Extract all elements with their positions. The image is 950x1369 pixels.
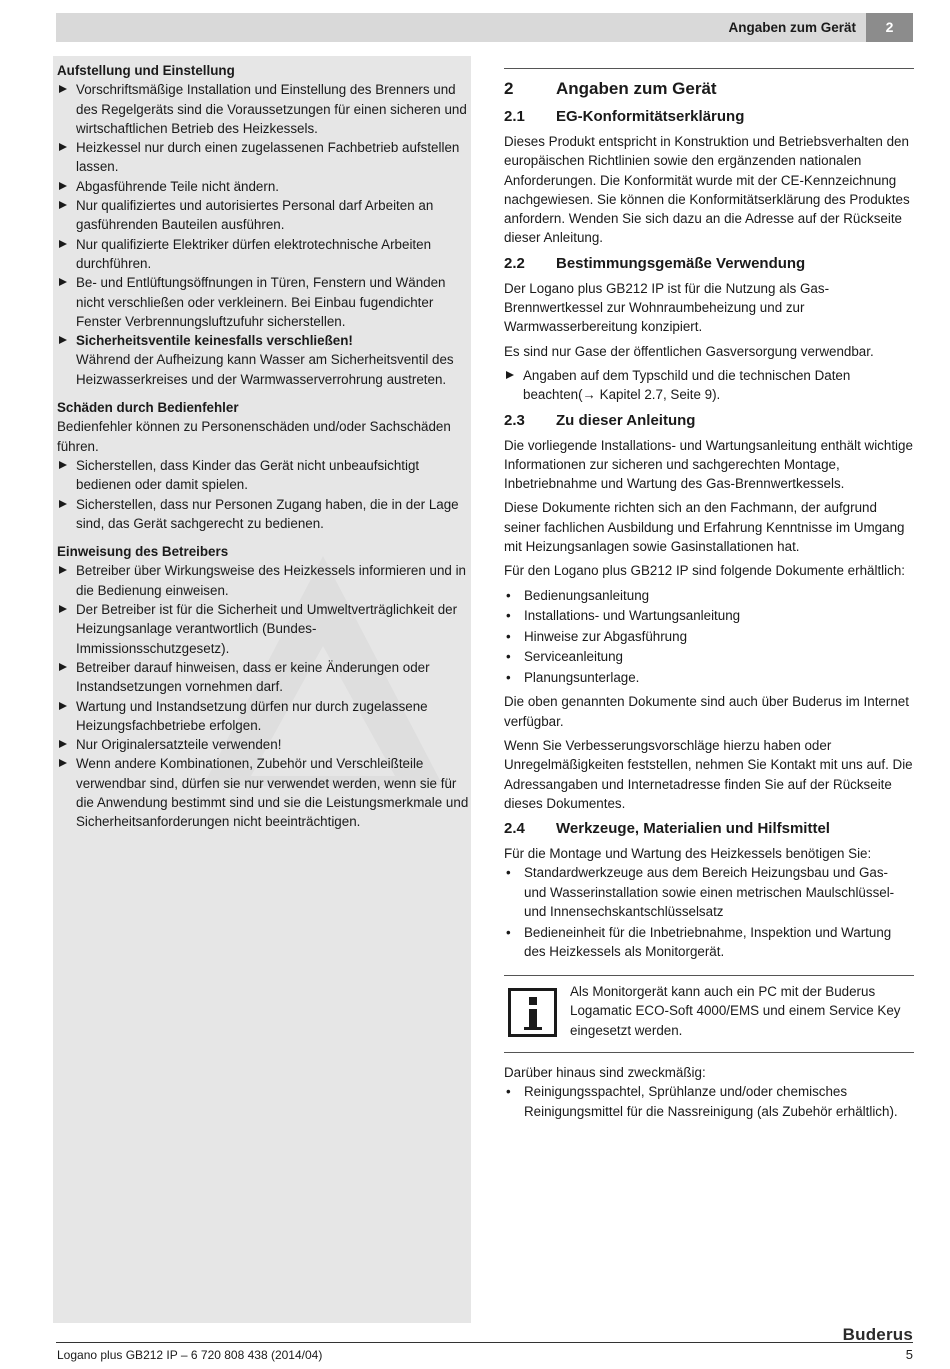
chapter-heading: 2 Angaben zum Gerät — [504, 79, 717, 98]
list-item: Nur qualifiziertes und autorisiertes Personal darf Arbeiten an gasführenden Bauteilen ausführen. — [57, 196, 469, 235]
divider — [504, 68, 914, 69]
list-item: Nur Originalersatzteile verwenden! — [57, 735, 469, 754]
list-item: Wartung und Instandsetzung dürfen nur durch zugelassene Heizungsfachbetriebe erfolgen. — [57, 697, 469, 736]
paragraph: Für die Montage und Wartung des Heizkessels benötigen Sie: — [504, 846, 872, 862]
list-item: • Standardwerkzeuge aus dem Bereich Heizungsbau und Gas- und Wasserinstallation sowie einen metrischen Maulschlüssel- und Innensechskantschlüsselsatz — [506, 865, 895, 919]
paragraph: Dieses Produkt entspricht in Konstruktion und Betriebsverhalten den europäischen Richtlinien sowie den ergänzenden nationalen Anforderungen. Die Konformität wurde mit der CE-Kennzeichnung nachgewiesen. Sie können die Konformitätserklärung des Produktes anfordern. Wenden Sie sich dazu an die Adresse auf der Rückseite dieser Anleitung. — [504, 134, 910, 246]
triangle-right-icon — [59, 461, 67, 469]
triangle-right-icon — [59, 759, 67, 767]
list-item: Wenn andere Kombinationen, Zubehör und Verschleißteile verwendbar sind, dürfen sie nur verwendet werden, wenn sie für die Anwendung bestimmt sind und sie die Leistungsmerkmale und Sicherheitsanforderungen nicht beeinträchtigen. — [57, 754, 469, 831]
list-item: Sicherheitsventile keinesfalls verschließen! Während der Aufheizung kann Wasser am Sicherheitsventil des Heizwasserkreises und der Warmwasserverrohrung austreten. — [57, 331, 469, 389]
list-item: Sicherstellen, dass Kinder das Gerät nicht unbeaufsichtigt bedienen oder damit spielen. — [57, 456, 469, 495]
page-header — [56, 13, 913, 42]
document-list — [504, 586, 914, 688]
section-heading: Einweisung des Betreibers — [57, 544, 229, 560]
section-heading: Aufstellung und Einstellung — [57, 63, 235, 78]
triangle-right-icon — [59, 336, 67, 344]
paragraph: Darüber hinaus sind zweckmäßig: — [504, 1065, 706, 1081]
instruction-list — [57, 456, 469, 533]
list-item: Angaben auf dem Typschild und die technischen Daten beachten(→ Kapitel 2.7, Seite 9). — [504, 366, 914, 405]
triangle-right-icon — [59, 605, 67, 613]
triangle-right-icon — [59, 143, 67, 151]
triangle-right-icon — [59, 201, 67, 209]
list-item: Be- und Entlüftungsöffnungen in Türen, Fenstern und Wänden nicht verschließen oder verkleinern. Bei Einbau fugendichter Fenster Verbrennungsluftzufuhr sicherstellen. — [57, 273, 469, 331]
triangle-right-icon — [59, 500, 67, 508]
section-heading: Schäden durch Bedienfehler — [57, 400, 239, 416]
footer-document-id: Logano plus GB212 IP – 6 720 808 438 (2014/04) — [57, 1348, 323, 1362]
chapter-number: 2 — [866, 13, 913, 42]
list-item: • Installations- und Wartungsanleitung — [506, 608, 741, 624]
triangle-right-icon — [59, 702, 67, 710]
info-icon — [508, 988, 557, 1037]
triangle-right-icon — [506, 371, 514, 379]
brand-logo: Buderus — [842, 1325, 913, 1344]
list-item: Der Betreiber ist für die Sicherheit und Umweltverträglichkeit der Heizungsanlage verantwortlich (Bundes-Immissionsschutzgesetz). — [57, 600, 469, 658]
header-title: Angaben zum Gerät — [728, 20, 856, 35]
list-item: • Reinigungsspachtel, Sprühlanze und/oder chemisches Reinigungsmittel für die Nassreinigung (als Zubehör erhältlich). — [506, 1084, 898, 1119]
list-item: Betreiber darauf hinweisen, dass er keine Änderungen oder Instandsetzungen vornehmen darf. — [57, 658, 469, 697]
paragraph: Die vorliegende Installations- und Wartungsanleitung enthält wichtige Informationen zur sicheren und sachgerechten Montage, Inbetriebnahme und Wartung des Gas-Brennwertkessels. — [504, 437, 913, 492]
triangle-right-icon — [59, 182, 67, 190]
list-item: Heizkessel nur durch einen zugelassenen Fachbetrieb aufstellen lassen. — [57, 138, 469, 177]
paragraph: Es sind nur Gase der öffentlichen Gasversorgung verwendbar. — [504, 343, 874, 359]
list-item: • Serviceanleitung — [506, 649, 624, 665]
paragraph: Wenn Sie Verbesserungsvorschläge hierzu haben oder Unregelmäßigkeiten feststellen, nehmen Sie Kontakt mit uns auf. Die Adressangaben und Internetadresse finden Sie auf der Rückseite dieses Dokumentes. — [504, 737, 913, 811]
warning-emphasis: Sicherheitsventile keinesfalls verschließen! — [76, 333, 353, 349]
list-item: Nur qualifizierte Elektriker dürfen elektrotechnische Arbeiten durchführen. — [57, 235, 469, 274]
list-item: Abgasführende Teile nicht ändern. — [57, 177, 469, 196]
section-heading-2-1: 2.1 EG-Konformitätserklärung — [504, 108, 745, 125]
instruction-list — [57, 80, 469, 389]
footer-divider — [56, 1342, 913, 1343]
section-heading-2-3: 2.3 Zu dieser Anleitung — [504, 411, 696, 429]
list-item: Sicherstellen, dass nur Personen Zugang haben, die in der Lage sind, das Gerät sachgerecht zu bedienen. — [57, 495, 469, 534]
tool-list — [504, 863, 914, 961]
extra-tool-list — [504, 1082, 914, 1121]
paragraph: Die oben genannten Dokumente sind auch über Buderus im Internet verfügbar. — [504, 694, 909, 729]
list-item: Betreiber über Wirkungsweise des Heizkessels informieren und in die Bedienung einweisen. — [57, 561, 469, 600]
section-intro: Bedienfehler können zu Personenschäden und/oder Sachschäden führen. — [57, 419, 451, 454]
instruction-list — [57, 561, 469, 831]
triangle-right-icon — [59, 566, 67, 574]
list-item: • Bedienungsanleitung — [506, 587, 650, 603]
section-heading-2-2: 2.2 Bestimmungsgemäße Verwendung — [504, 254, 806, 272]
list-item: Vorschriftsmäßige Installation und Einstellung des Brenners und des Regelgeräts sind die Voraussetzungen für einen sicheren und wirtschaftlichen Betrieb des Heizkessels. — [57, 80, 469, 138]
paragraph: Diese Dokumente richten sich an den Fachmann, der aufgrund seiner fachlichen Ausbildung und Erfahrung Kenntnisse im Umgang mit Heizungsanlagen sowie Gasinstallationen hat. — [504, 500, 905, 555]
right-column — [504, 68, 914, 1126]
triangle-right-icon — [59, 663, 67, 671]
instruction-list — [504, 366, 914, 405]
paragraph: Für den Logano plus GB212 IP sind folgende Dokumente erhältlich: — [504, 563, 905, 579]
page-number: 5 — [905, 1347, 913, 1362]
paragraph: Der Logano plus GB212 IP ist für die Nutzung als Gas-Brennwertkessel zur Wohnraumbeheizung und zur Warmwasserbereitung konzipiert. — [504, 280, 830, 335]
list-item: • Bedieneinheit für die Inbetriebnahme, Inspektion und Wartung des Heizkessels als Monitorgerät. — [506, 924, 892, 959]
triangle-right-icon — [59, 85, 67, 93]
left-column — [57, 61, 469, 841]
info-note — [504, 975, 914, 1053]
section-installation — [57, 61, 469, 389]
section-operator-briefing — [57, 542, 469, 831]
info-text: Als Monitorgerät kann auch ein PC mit der Buderus Logamatic ECO-Soft 4000/EMS und einem Service Key eingesetzt werden. — [570, 984, 901, 1038]
triangle-right-icon — [59, 740, 67, 748]
list-item: • Hinweise zur Abgasführung — [506, 628, 688, 644]
triangle-right-icon — [59, 240, 67, 248]
list-item: • Planungsunterlage. — [506, 670, 640, 686]
triangle-right-icon — [59, 278, 67, 286]
section-heading-2-4: 2.4 Werkzeuge, Materialien und Hilfsmittel — [504, 820, 830, 838]
section-operating-errors — [57, 398, 469, 533]
